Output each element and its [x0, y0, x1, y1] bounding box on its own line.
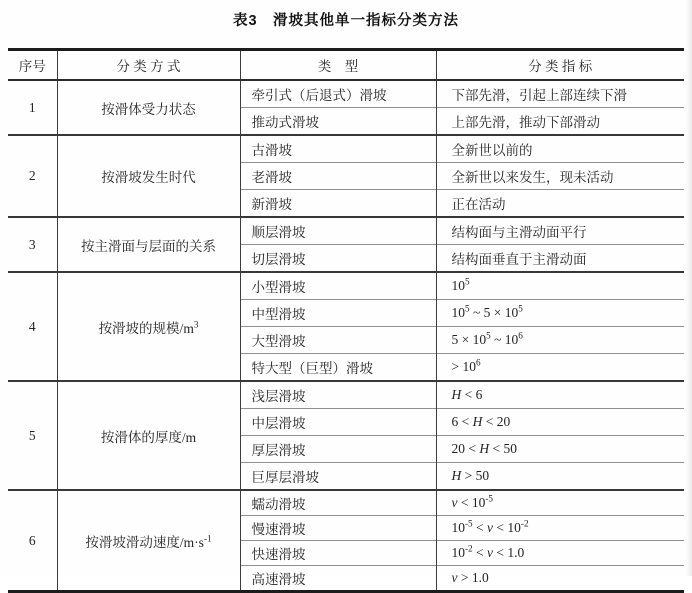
table-row [8, 217, 684, 245]
group-method: 按滑坡滑动速度$/m\cdot s^{-1}$ [57, 490, 240, 592]
indicator-cell: v > 1.0 [436, 566, 684, 592]
indicator-cell: 全新世以前的 [436, 135, 684, 163]
indicator-cell: $10^5$ ~ $5 \times 10^5$ [436, 300, 684, 327]
col-header-type: 类 型 [240, 50, 436, 81]
indicator-cell: H > 50 [436, 463, 684, 491]
indicator-cell: $5 \times 10^5$ ~ $10^6$ [436, 327, 684, 354]
indicator-cell: $10^5$ [436, 272, 684, 300]
type-cell: 牵引式（后退式）滑坡 [240, 80, 436, 108]
indicator-cell: > $10^6$ [436, 354, 684, 382]
indicator-cell: 6 < H < 20 [436, 409, 684, 436]
group-no: 2 [8, 135, 57, 217]
type-cell: 顺层滑坡 [240, 217, 436, 245]
type-cell: 中层滑坡 [240, 409, 436, 436]
table-row [8, 490, 684, 516]
type-cell: 古滑坡 [240, 135, 436, 163]
indicator-cell: 全新世以来发生，现未活动 [436, 163, 684, 190]
type-cell: 厚层滑坡 [240, 436, 436, 463]
table-header-row [8, 50, 684, 81]
group-method: 按滑体的厚度/m [57, 381, 240, 490]
landslide-classification-table [8, 48, 684, 593]
col-header-method: 分 类 方 式 [57, 50, 240, 81]
table-row [8, 135, 684, 163]
type-cell: 快速滑坡 [240, 541, 436, 566]
group-no: 1 [8, 80, 57, 135]
type-cell: 蠕动滑坡 [240, 490, 436, 516]
col-header-no: 序号 [8, 50, 57, 81]
group-no: 5 [8, 381, 57, 490]
type-cell: 新滑坡 [240, 190, 436, 218]
group-no: 6 [8, 490, 57, 592]
group-no: 4 [8, 272, 57, 381]
indicator-cell: $v < 10^{-5}$ [436, 490, 684, 516]
indicator-cell: 结构面与主滑动面平行 [436, 217, 684, 245]
type-cell: 慢速滑坡 [240, 516, 436, 541]
indicator-cell: H < 6 [436, 381, 684, 409]
type-cell: 巨厚层滑坡 [240, 463, 436, 491]
indicator-cell: 结构面垂直于主滑动面 [436, 245, 684, 273]
table-row [8, 80, 684, 108]
col-header-indicator: 分 类 指 标 [436, 50, 684, 81]
indicator-cell: 20 < H < 50 [436, 436, 684, 463]
group-no: 3 [8, 217, 57, 272]
indicator-cell: 下部先滑，引起上部连续下滑 [436, 80, 684, 108]
indicator-cell: $10^{-5} < v < 10^{-2}$ [436, 516, 684, 541]
type-cell: 大型滑坡 [240, 327, 436, 354]
type-cell: 特大型（巨型）滑坡 [240, 354, 436, 382]
group-method: 按滑体受力状态 [57, 80, 240, 135]
group-method: 按滑坡的规模$/m^3$ [57, 272, 240, 381]
type-cell: 切层滑坡 [240, 245, 436, 273]
indicator-cell: $10^{-2} < v < 1.0$ [436, 541, 684, 566]
table-title: 表3 滑坡其他单一指标分类方法 [232, 13, 460, 29]
type-cell: 浅层滑坡 [240, 381, 436, 409]
group-method: 按主滑面与层面的关系 [57, 217, 240, 272]
type-cell: 高速滑坡 [240, 566, 436, 592]
table-row [8, 272, 684, 300]
type-cell: 老滑坡 [240, 163, 436, 190]
type-cell: 推动式滑坡 [240, 108, 436, 136]
type-cell: 小型滑坡 [240, 272, 436, 300]
indicator-cell: 正在活动 [436, 190, 684, 218]
type-cell: 中型滑坡 [240, 300, 436, 327]
group-method: 按滑坡发生时代 [57, 135, 240, 217]
indicator-cell: 上部先滑，推动下部滑动 [436, 108, 684, 136]
table-row [8, 381, 684, 409]
